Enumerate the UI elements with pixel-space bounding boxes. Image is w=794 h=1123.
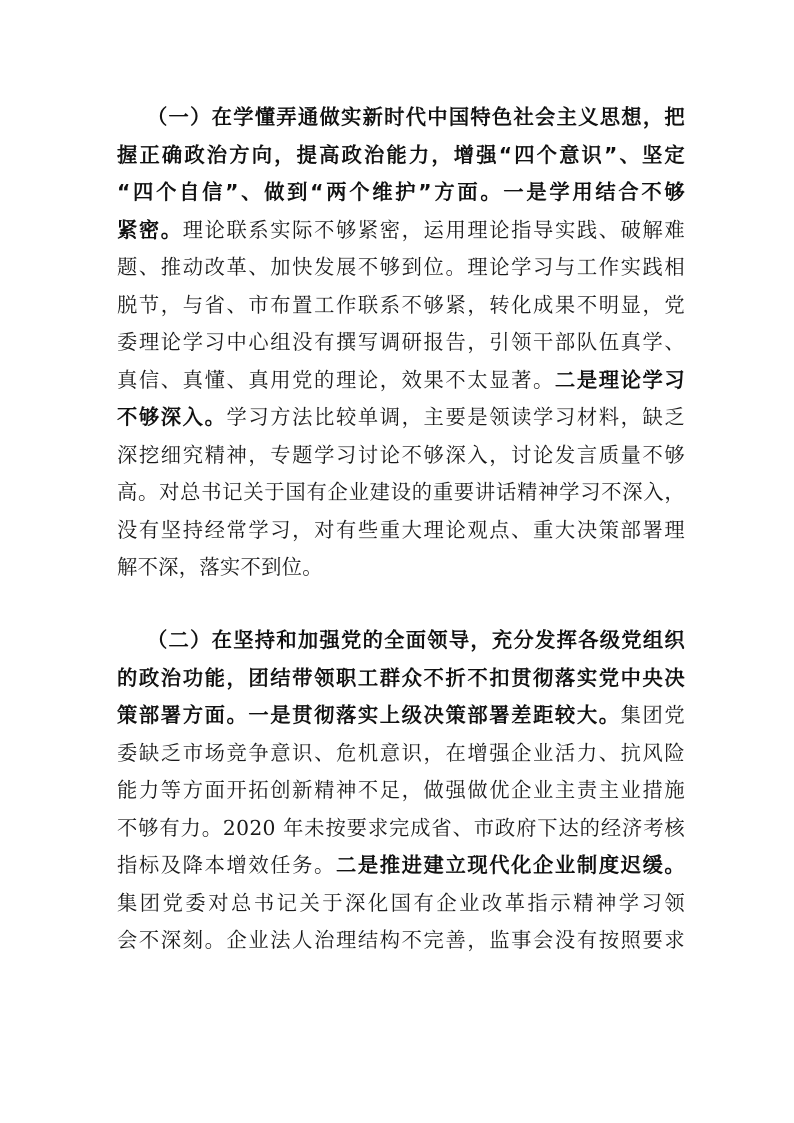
text-segment: 集团党委对总书记关于深化国有企业改革指示精神学习领 (117, 890, 685, 915)
text-line (117, 474, 685, 512)
text-line (117, 362, 685, 400)
bold-text-segment: 的政治功能，团结带领职工群众不折不扣贯彻落实党中央决 (117, 665, 685, 690)
text-segment: 不够有力。2020 年未按要求完成省、市政府下达的经济考核 (117, 815, 685, 840)
text-segment: 高。对总书记关于国有企业建设的重要讲话精神学习不深入， (117, 480, 685, 504)
bold-text-segment: 握正确政治方向，提高政治能力，增强“四个意识”、坚定 (117, 142, 685, 167)
text-line (117, 437, 685, 475)
bold-text-segment: 二是理论学习 (554, 367, 685, 392)
text-line (117, 137, 685, 175)
text-segment: 脱节，与省、市布置工作联系不够紧，转化成果不明显，党 (117, 292, 685, 317)
text-line (117, 549, 685, 587)
text-line (117, 735, 685, 773)
text-line (117, 660, 685, 698)
text-line (117, 399, 685, 437)
text-segment: 指标及降本增效任务。 (117, 853, 336, 877)
text-line (117, 99, 685, 137)
text-segment: 委缺乏市场竞争意识、危机意识，在增强企业活力、抗风险 (117, 740, 685, 765)
bold-text-segment: 二是推进建立现代化企业制度迟缓。 (335, 853, 685, 877)
bold-text-segment: 紧密。 (117, 217, 183, 242)
text-line (117, 922, 685, 960)
text-line (117, 847, 685, 885)
text-line (117, 810, 685, 848)
text-segment: 委理论学习中心组没有撰写调研报告，引领干部队伍真学、 (117, 330, 685, 354)
text-line (117, 287, 685, 325)
text-segment: 没有坚持经常学习，对有些重大理论观点、重大决策部署理 (117, 517, 685, 542)
text-segment: 集团党 (620, 703, 685, 727)
text-segment: 理论联系实际不够紧密，运用理论指导实践、破解难 (182, 217, 686, 242)
text-line (117, 885, 685, 923)
text-line (117, 772, 685, 810)
text-segment: 能力等方面开拓创新精神不足，做强做优企业主责主业措施 (117, 778, 685, 802)
bold-text-segment: 不够深入。 (117, 405, 227, 429)
text-line (117, 622, 685, 660)
text-segment: 深挖细究精神，专题学习讨论不够深入，讨论发言质量不够 (117, 442, 685, 467)
text-segment: 题、推动改革、加快发展不够到位。理论学习与工作实践相 (117, 255, 685, 279)
text-segment: 真信、真懂、真用党的理论，效果不太显著。 (117, 367, 555, 392)
paragraph-1 (117, 99, 685, 587)
bold-text-segment: “四个自信”、做到“两个维护”方面。一是学用结合不够 (117, 180, 685, 204)
text-line (117, 324, 685, 362)
text-segment: 解不深，落实不到位。 (117, 555, 323, 579)
text-line (117, 697, 685, 735)
bold-text-segment: 策部署方面。一是贯彻落实上级决策部署差距较大。 (117, 703, 621, 727)
text-line (117, 212, 685, 250)
text-segment: 会不深刻。企业法人治理结构不完善，监事会没有按照要求 (117, 928, 685, 952)
text-segment: 学习方法比较单调，主要是领读学习材料，缺乏 (226, 405, 685, 429)
text-line (117, 174, 685, 212)
paragraph-2 (117, 622, 685, 960)
text-line (117, 249, 685, 287)
bold-text-segment: （二）在坚持和加强党的全面领导，充分发挥各级党组织 (147, 628, 685, 652)
text-line (117, 512, 685, 550)
bold-text-segment: （一）在学懂弄通做实新时代中国特色社会主义思想，把 (147, 105, 685, 129)
